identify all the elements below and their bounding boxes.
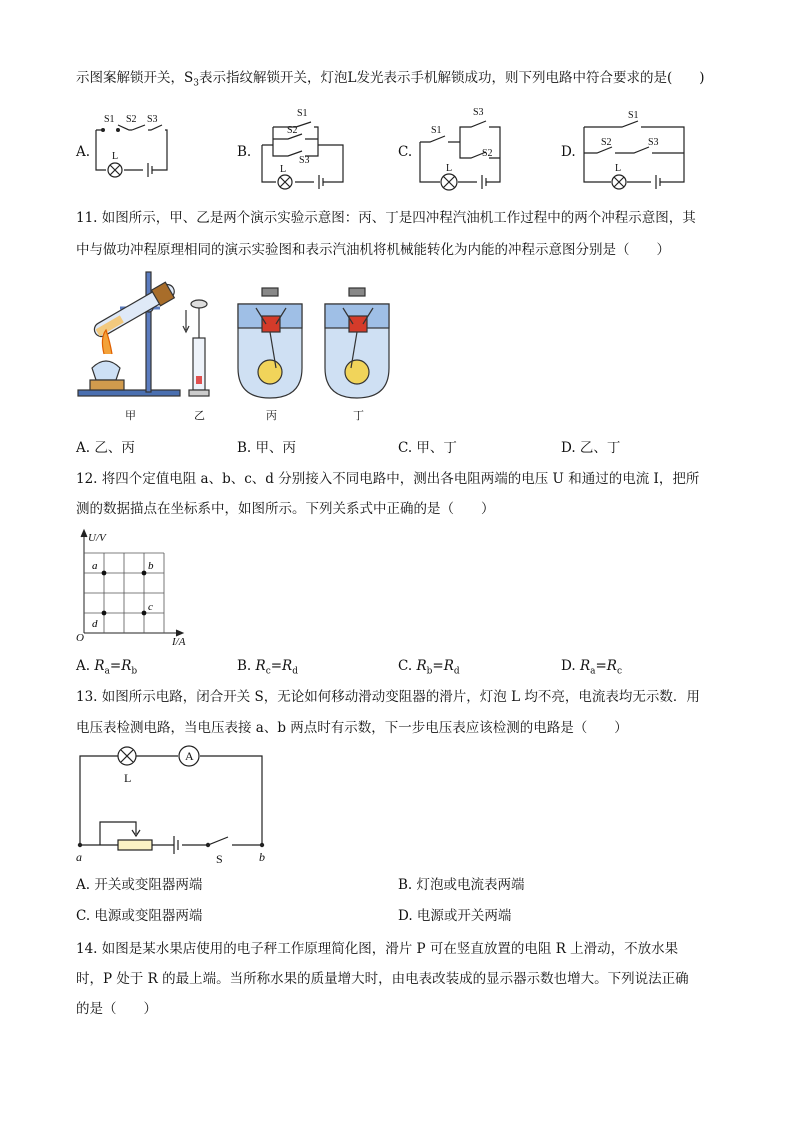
y-axis-label: U/V xyxy=(88,532,106,544)
svg-text:a: a xyxy=(76,850,82,864)
svg-text:S1: S1 xyxy=(297,108,308,119)
q14-line1: 14. 如图是某水果店使用的电子秤工作原理简化图，滑片 P 可在竖直放置的电阻 R 上滑动，不放水果 xyxy=(76,941,679,957)
svg-text:S2: S2 xyxy=(601,137,612,148)
engine-bing xyxy=(238,288,302,398)
q13-option-c[interactable]: C. 电源或变阻器两端 xyxy=(76,908,203,924)
data-point-b xyxy=(142,571,147,576)
svg-text:L: L xyxy=(112,151,119,162)
data-label-c: c xyxy=(148,601,153,613)
data-point-d xyxy=(102,611,107,616)
q10-option-a[interactable]: A. xyxy=(76,144,91,160)
svg-text:S1: S1 xyxy=(628,110,639,121)
q12-ui-chart xyxy=(70,525,210,647)
svg-text:A: A xyxy=(185,749,194,763)
svg-text:b: b xyxy=(259,850,265,864)
data-point-c xyxy=(142,611,147,616)
svg-text:S3: S3 xyxy=(648,137,659,148)
q10-option-d[interactable]: D. xyxy=(561,144,576,160)
q13-option-a[interactable]: A. 开关或变阻器两端 xyxy=(76,877,203,893)
q12-line2: 测的数据描点在坐标系中，如图所示。下列关系式中正确的是（ ） xyxy=(76,501,495,517)
q14-line3: 的是（ ） xyxy=(76,1001,157,1017)
circuit-d xyxy=(584,121,684,189)
origin-label: O xyxy=(76,632,84,644)
q11-option-b[interactable]: B. 甲、丙 xyxy=(237,440,297,456)
q11-option-c[interactable]: C. 甲、丁 xyxy=(398,440,457,456)
svg-text:S: S xyxy=(216,852,223,865)
data-label-a: a xyxy=(92,560,98,572)
svg-text:L: L xyxy=(280,164,287,175)
q13-line1: 13. 如图所示电路，闭合开关 S，无论如何移动滑动变阻器的滑片，灯泡 L 均不亮，电流表均无示数．用 xyxy=(76,689,700,705)
q11-option-a[interactable]: A. 乙、丙 xyxy=(76,440,135,456)
svg-text:S3: S3 xyxy=(147,114,158,125)
svg-text:S2: S2 xyxy=(482,148,493,159)
svg-text:S3: S3 xyxy=(299,155,310,166)
svg-text:S1: S1 xyxy=(104,114,115,125)
svg-text:S3: S3 xyxy=(473,107,484,118)
test-tube-stand xyxy=(78,272,180,396)
data-label-b: b xyxy=(148,560,154,572)
svg-text:S2: S2 xyxy=(287,125,298,136)
svg-text:L: L xyxy=(124,771,132,785)
svg-text:L: L xyxy=(615,163,622,174)
q11-option-d[interactable]: D. 乙、丁 xyxy=(561,440,621,456)
q10-option-b[interactable]: B. xyxy=(237,144,252,160)
q11-line1: 11. 如图所示，甲、乙是两个演示实验示意图：丙、丁是四冲程汽油机工作过程中的两个冲程示意图，其 xyxy=(76,210,696,226)
q12-option-b[interactable]: B. $R_c=R_d$ xyxy=(237,658,298,677)
q12-option-c[interactable]: C. $R_b=R_d$ xyxy=(398,658,460,677)
q10-option-c[interactable]: C. xyxy=(398,144,413,160)
q14-line2: 时，P 处于 R 的最上端。当所称水果的质量增大时，由电表改装成的显示器示数也增大。下列说法正确 xyxy=(76,971,689,987)
q10-circuits xyxy=(0,100,794,195)
q11-figures xyxy=(0,268,794,430)
engine-ding xyxy=(325,288,389,398)
q12-line1: 12. 将四个定值电阻 a、b、c、d 分别接入不同电路中，测出各电阻两端的电压 U 和通过的电流 I，把所 xyxy=(76,471,700,487)
q13-option-b[interactable]: B. 灯泡或电流表两端 xyxy=(398,877,525,893)
fire-syringe xyxy=(183,300,209,396)
q11-line2: 中与做功冲程原理相同的演示实验图和表示汽油机将机械能转化为内能的冲程示意图分别是（ ） xyxy=(76,242,670,258)
x-axis-label: I/A xyxy=(172,636,186,647)
data-label-d: d xyxy=(92,618,98,630)
svg-text:乙: 乙 xyxy=(194,410,205,422)
svg-text:丙: 丙 xyxy=(266,410,277,422)
q12-option-d[interactable]: D. $R_a=R_c$ xyxy=(561,658,623,677)
svg-text:丁: 丁 xyxy=(353,410,364,422)
svg-text:S2: S2 xyxy=(126,114,137,125)
q13-line2: 电压表检测电路，当电压表接 a、b 两点时有示数，下一步电压表应该检测的电路是（ ） xyxy=(76,720,628,736)
q13-circuit xyxy=(70,740,280,865)
svg-text:甲: 甲 xyxy=(125,410,136,422)
svg-text:L: L xyxy=(446,163,453,174)
circuit-a xyxy=(96,125,167,177)
q10-stem: 示图案解锁开关，$S_3$表示指纹解锁开关，灯泡L发光表示手机解锁成功，则下列电路中符合要求的是( ) xyxy=(76,70,705,89)
q13-option-d[interactable]: D. 电源或开关两端 xyxy=(398,908,512,924)
svg-text:S1: S1 xyxy=(431,125,442,136)
q12-option-a[interactable]: A. $R_a=R_b$ xyxy=(76,658,138,677)
data-point-a xyxy=(102,571,107,576)
